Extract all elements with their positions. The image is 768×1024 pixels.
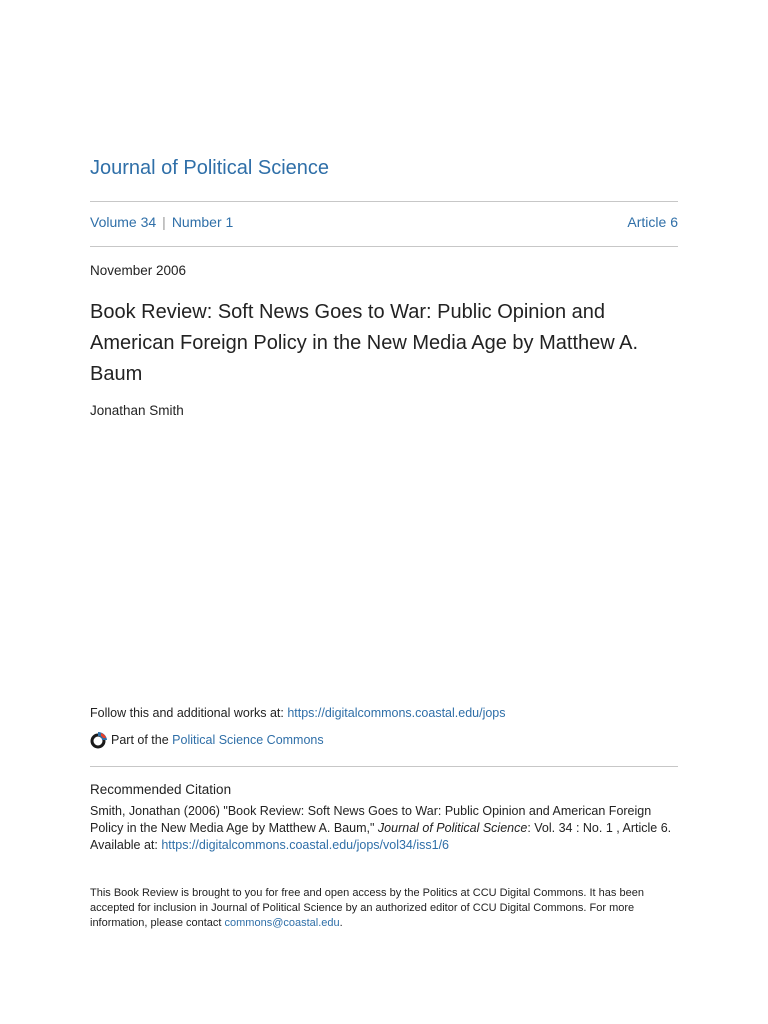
part-of-text: Part of the <box>111 733 169 747</box>
political-science-commons-link[interactable]: Political Science Commons <box>172 733 324 747</box>
citation-text <box>90 803 678 854</box>
follow-text: Follow this and additional works at: <box>90 706 288 720</box>
follow-url-link[interactable]: https://digitalcommons.coastal.edu/jops <box>287 706 506 720</box>
digital-commons-network-icon <box>90 731 108 749</box>
issue-separator: | <box>162 214 166 230</box>
citation-divider <box>90 766 678 767</box>
article-link[interactable]: Article 6 <box>627 214 678 230</box>
citation-journal: Journal of Political Science <box>377 821 528 835</box>
access-notice-text: This Book Review is brought to you for free and open access by the Politics at CCU Digital Commons. It has been accepted for inclusion in Journal of Political Science by an authorized editor of CCU Digital Commons. For more information, please contact <box>90 887 644 929</box>
citation-body: Smith, Jonathan (2006) "Book Review: Soft News Goes to War: Public Opinion and American Foreign Policy in the New Media Age by Matthew A. Baum," <box>90 804 652 835</box>
recommended-citation-heading: Recommended Citation <box>90 782 232 797</box>
access-notice <box>90 886 678 931</box>
part-of-line <box>90 731 324 749</box>
issue-info-row <box>90 214 678 230</box>
top-divider <box>90 201 678 202</box>
publication-date: November 2006 <box>90 263 187 278</box>
access-notice-end: . <box>339 917 343 929</box>
citation-url-link[interactable]: https://digitalcommons.coastal.edu/jops/vol34/iss1/6 <box>161 838 450 852</box>
article-title: Book Review: Soft News Goes to War: Public Opinion and American Foreign Policy in the New Media Age by Matthew A. Baum <box>90 301 639 385</box>
number-link[interactable]: Number 1 <box>171 214 234 230</box>
issue-divider <box>90 246 678 247</box>
citation-volume: : Vol. 34 : No. 1 , Article 6. <box>527 821 672 835</box>
available-label: Available at: <box>90 838 162 852</box>
contact-email-link[interactable]: commons@coastal.edu <box>224 917 340 929</box>
follow-line <box>90 706 506 720</box>
volume-link[interactable]: Volume 34 <box>90 214 157 230</box>
article-author: Jonathan Smith <box>90 403 184 418</box>
journal-title-link[interactable]: Journal of Political Science <box>90 157 330 179</box>
